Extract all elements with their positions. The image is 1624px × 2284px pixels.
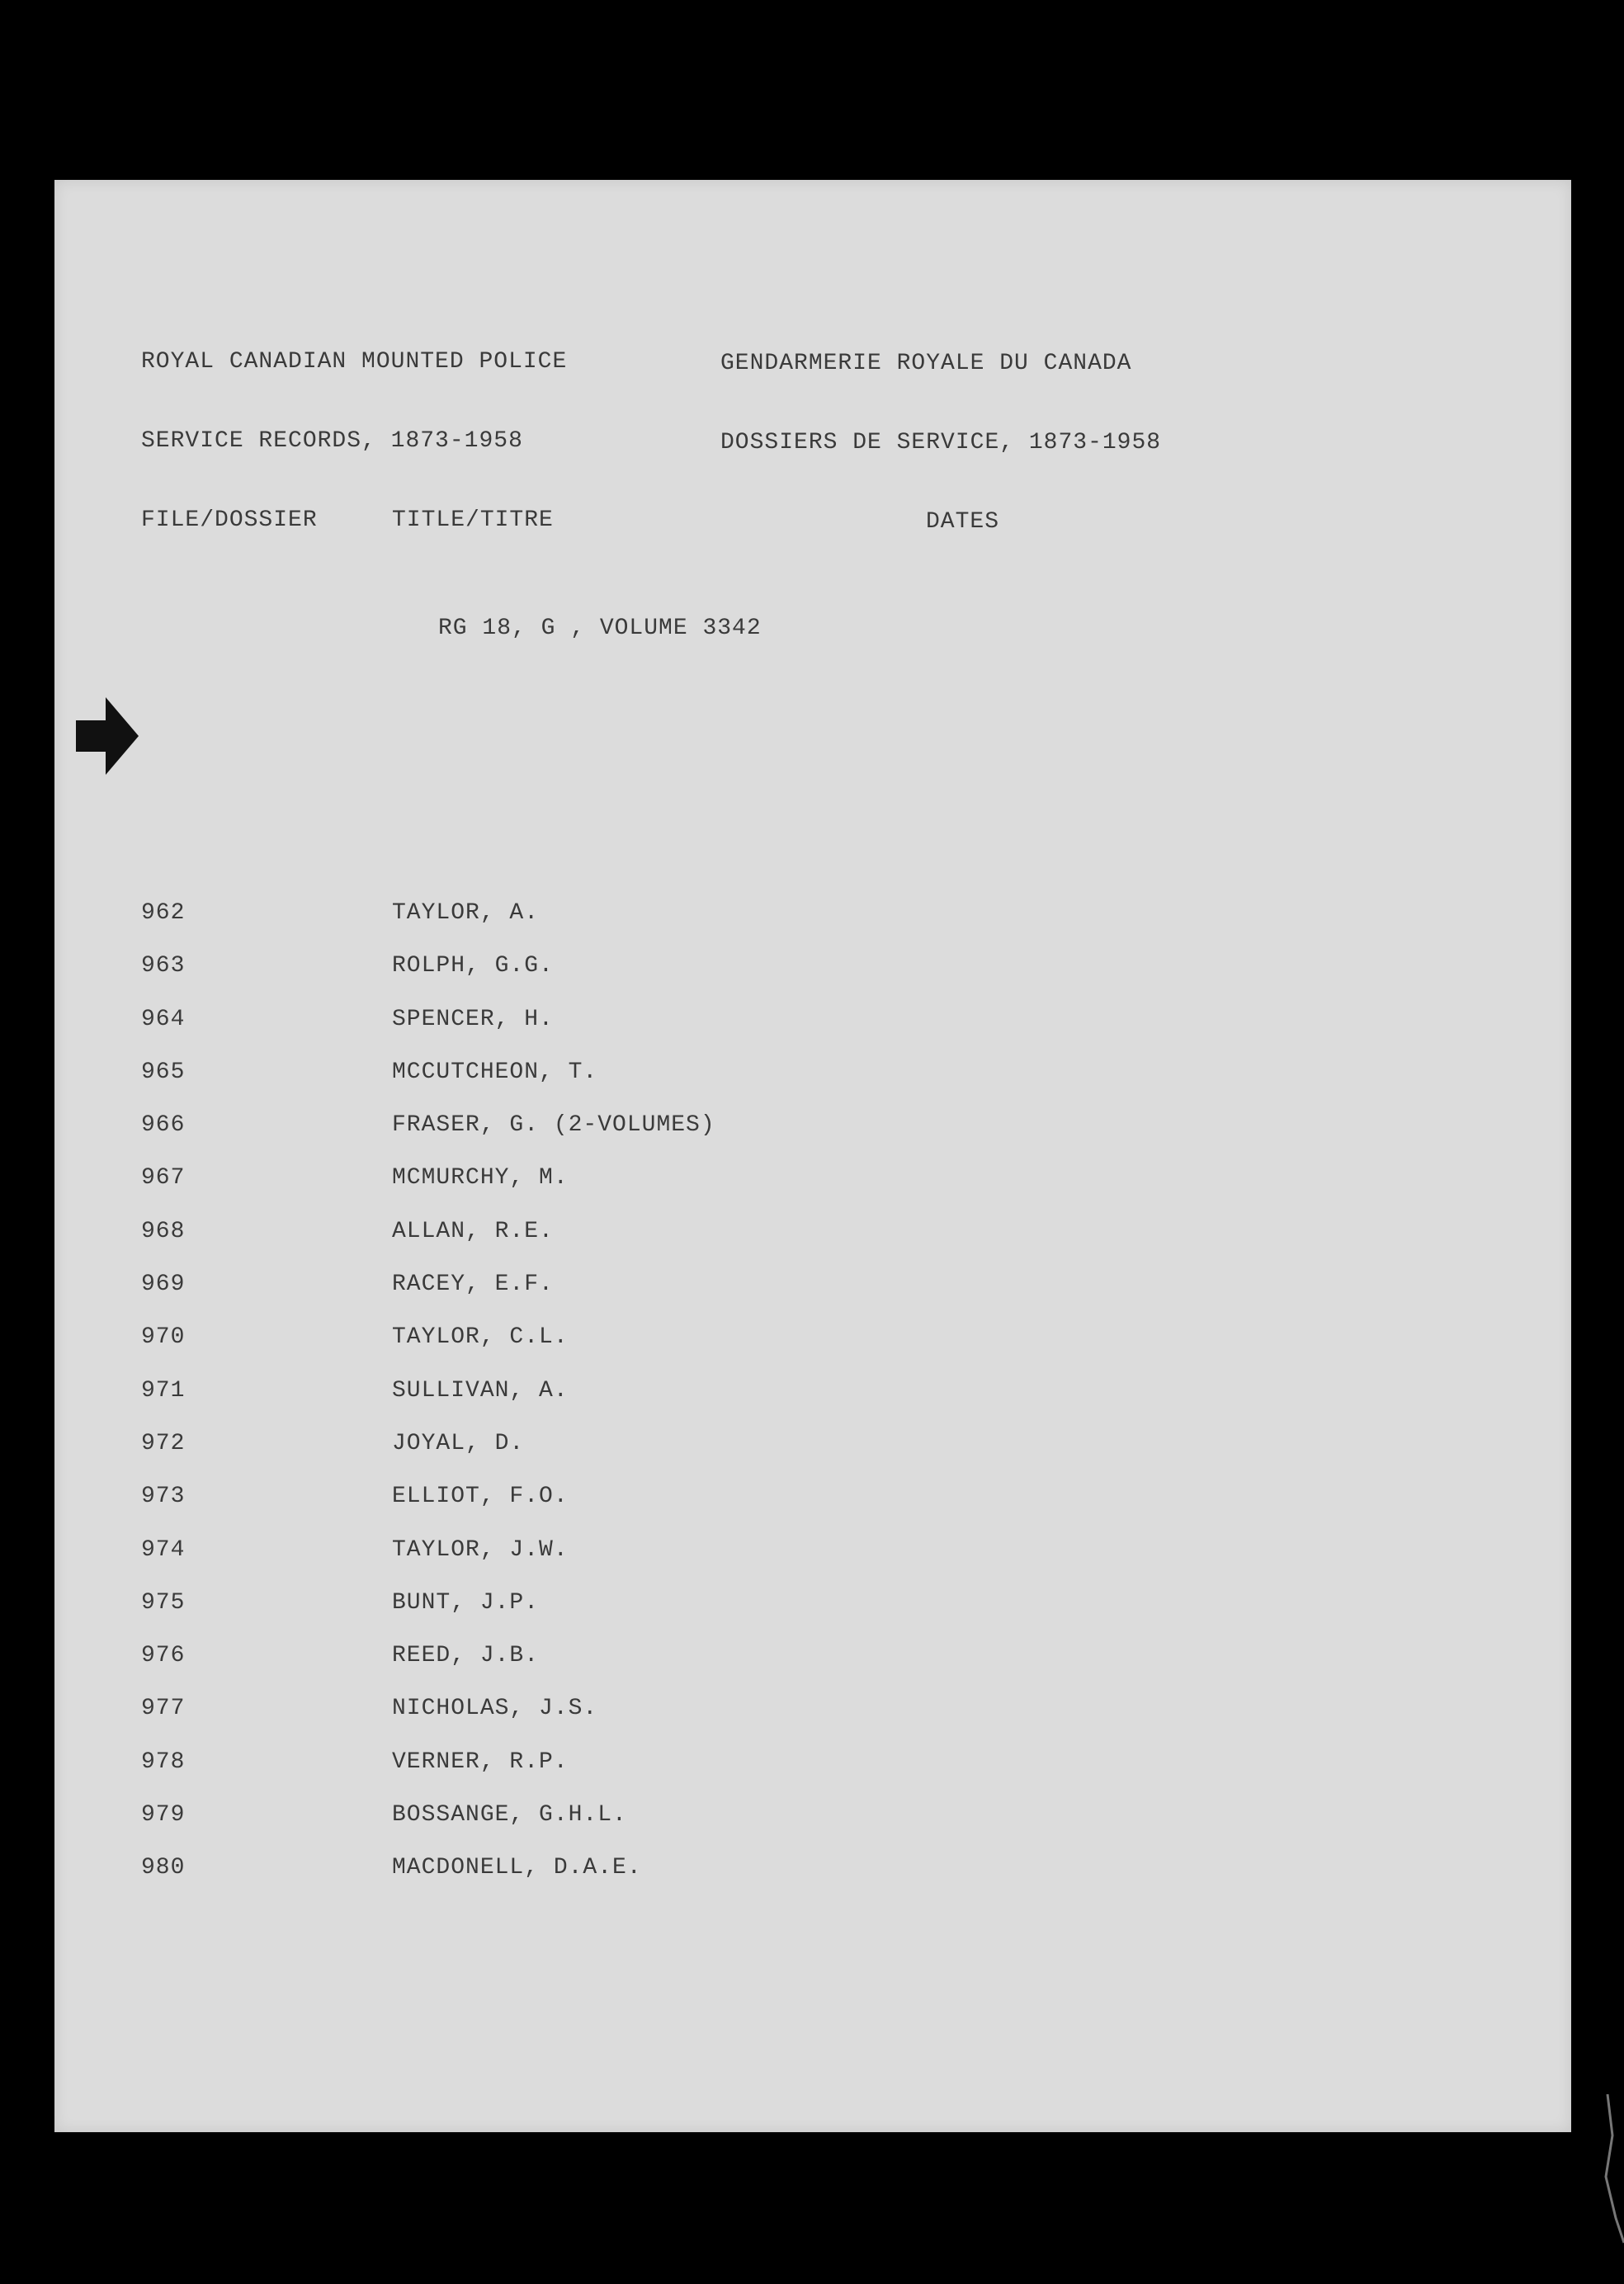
- record-title: MCMURCHY, M.: [392, 1165, 569, 1192]
- record-title: SPENCER, H.: [392, 1006, 554, 1032]
- column-header-title: TITLE/TITRE: [392, 507, 554, 533]
- record-title: MCCUTCHEON, T.: [392, 1059, 598, 1085]
- record-title: ALLAN, R.E.: [392, 1218, 554, 1244]
- table-row: [54, 1059, 1571, 1111]
- record-title: TAYLOR, A.: [392, 900, 540, 926]
- header-right-title: GENDARMERIE ROYALE DU CANADA: [720, 351, 1132, 376]
- arrow-right-icon: [76, 697, 139, 775]
- file-number: 976: [141, 1643, 186, 1669]
- record-title: BOSSANGE, G.H.L.: [392, 1802, 627, 1829]
- file-number: 975: [141, 1589, 186, 1616]
- table-row: [54, 1164, 1571, 1217]
- file-number: 979: [141, 1802, 186, 1829]
- table-row: [54, 1430, 1571, 1483]
- record-title: BUNT, J.P.: [392, 1589, 540, 1616]
- file-number: 967: [141, 1165, 186, 1192]
- file-number: 969: [141, 1272, 186, 1298]
- table-row: [54, 899, 1571, 952]
- record-title: ROLPH, G.G.: [392, 953, 554, 979]
- table-row: [54, 1695, 1571, 1748]
- header-left-subtitle: SERVICE RECORDS, 1873-1958: [141, 428, 523, 454]
- record-title: JOYAL, D.: [392, 1430, 525, 1456]
- file-number: 966: [141, 1112, 186, 1139]
- table-row: [54, 1006, 1571, 1059]
- record-title: MACDONELL, D.A.E.: [392, 1855, 642, 1881]
- file-number: 965: [141, 1059, 186, 1085]
- column-header-dates: DATES: [926, 509, 1000, 535]
- record-title: SULLIVAN, A.: [392, 1377, 569, 1404]
- document-page: [54, 180, 1571, 2132]
- table-row: [54, 1271, 1571, 1324]
- file-number: 964: [141, 1006, 186, 1032]
- table-row: [54, 1377, 1571, 1430]
- file-number: 970: [141, 1324, 186, 1351]
- record-title: VERNER, R.P.: [392, 1748, 569, 1775]
- record-title: NICHOLAS, J.S.: [392, 1696, 598, 1722]
- file-number: 978: [141, 1748, 186, 1775]
- table-row: [54, 952, 1571, 1005]
- table-row: [54, 1854, 1571, 1907]
- file-number: 963: [141, 953, 186, 979]
- table-row: [54, 1483, 1571, 1536]
- records-list: [54, 899, 1571, 1908]
- file-number: 968: [141, 1218, 186, 1244]
- record-title: REED, J.B.: [392, 1643, 540, 1669]
- table-row: [54, 1324, 1571, 1376]
- file-number: 973: [141, 1484, 186, 1510]
- header-left-title: ROYAL CANADIAN MOUNTED POLICE: [141, 349, 568, 375]
- volume-label: RG 18, G , VOLUME 3342: [438, 616, 762, 641]
- file-number: 977: [141, 1696, 186, 1722]
- record-title: ELLIOT, F.O.: [392, 1484, 569, 1510]
- page-curl-mark: [1574, 2086, 1624, 2251]
- table-row: [54, 1111, 1571, 1164]
- record-title: TAYLOR, J.W.: [392, 1536, 569, 1563]
- record-title: RACEY, E.F.: [392, 1272, 554, 1298]
- table-row: [54, 1218, 1571, 1271]
- table-row: [54, 1748, 1571, 1801]
- table-row: [54, 1801, 1571, 1854]
- file-number: 962: [141, 900, 186, 926]
- file-number: 974: [141, 1536, 186, 1563]
- column-header-file: FILE/DOSSIER: [141, 507, 318, 533]
- file-number: 980: [141, 1855, 186, 1881]
- table-row: [54, 1536, 1571, 1589]
- table-row: [54, 1589, 1571, 1642]
- record-title: TAYLOR, C.L.: [392, 1324, 569, 1351]
- header-right-subtitle: DOSSIERS DE SERVICE, 1873-1958: [720, 430, 1162, 455]
- file-number: 972: [141, 1430, 186, 1456]
- table-row: [54, 1642, 1571, 1695]
- record-title: FRASER, G. (2-VOLUMES): [392, 1112, 715, 1139]
- file-number: 971: [141, 1377, 186, 1404]
